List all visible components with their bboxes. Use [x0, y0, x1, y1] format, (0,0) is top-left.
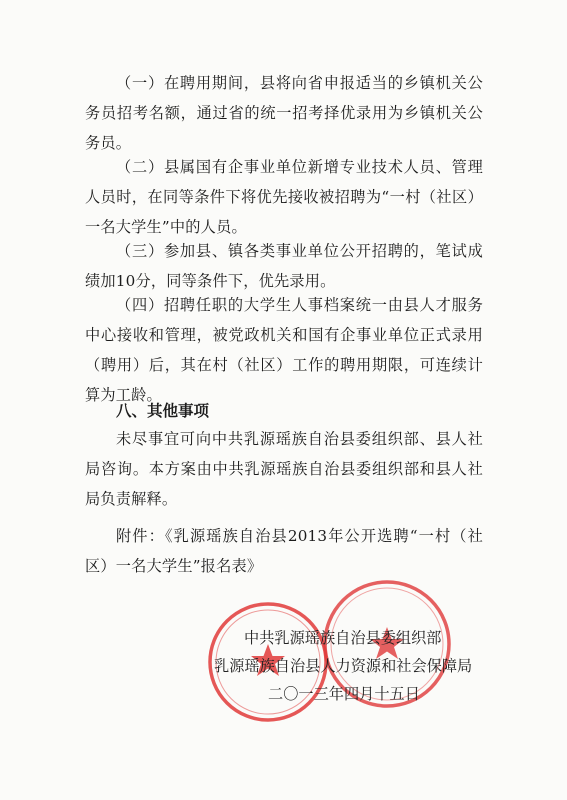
attachment-note: 附件：《乳源瑶族自治县2013年公开选聘“一村（社区）一名大学生”报名表》	[85, 527, 483, 575]
section-heading: 八、其他事项	[116, 401, 210, 420]
signature-date: 二〇一三年四月十五日	[268, 685, 420, 703]
paragraph-item-3: （三）参加县、镇各类事业单位公开招聘的，笔试成绩加10分，同等条件下，优先录用。	[85, 242, 483, 290]
other-matters-paragraph: 未尽事宜可向中共乳源瑶族自治县委组织部、县人社局咨询。本方案由中共乳源瑶族自治县委组织部和县人社局负责解释。	[85, 430, 483, 508]
paragraph-item-4: （四）招聘任职的大学生人事档案统一由县人才服务中心接收和管理，被党政机关和国有企事业单位正式录用（聘用）后，其在村（社区）工作的聘用期限，可连续计算为工龄。	[85, 296, 483, 404]
signature-org-1: 中共乳源瑶族自治县委组织部	[244, 629, 442, 647]
signature-org-2: 乳源瑶族自治县人力资源和社会保障局	[214, 657, 473, 675]
paragraph-item-2: （二）县属国有企事业单位新增专业技术人员、管理人员时，在同等条件下将优先接收被招聘为“一村（社区）一名大学生”中的人员。	[85, 158, 483, 236]
paragraph-item-1: （一）在聘用期间，县将向省申报适当的乡镇机关公务员招考名额，通过省的统一招考择优录用为乡镇机关公务员。	[85, 74, 483, 152]
